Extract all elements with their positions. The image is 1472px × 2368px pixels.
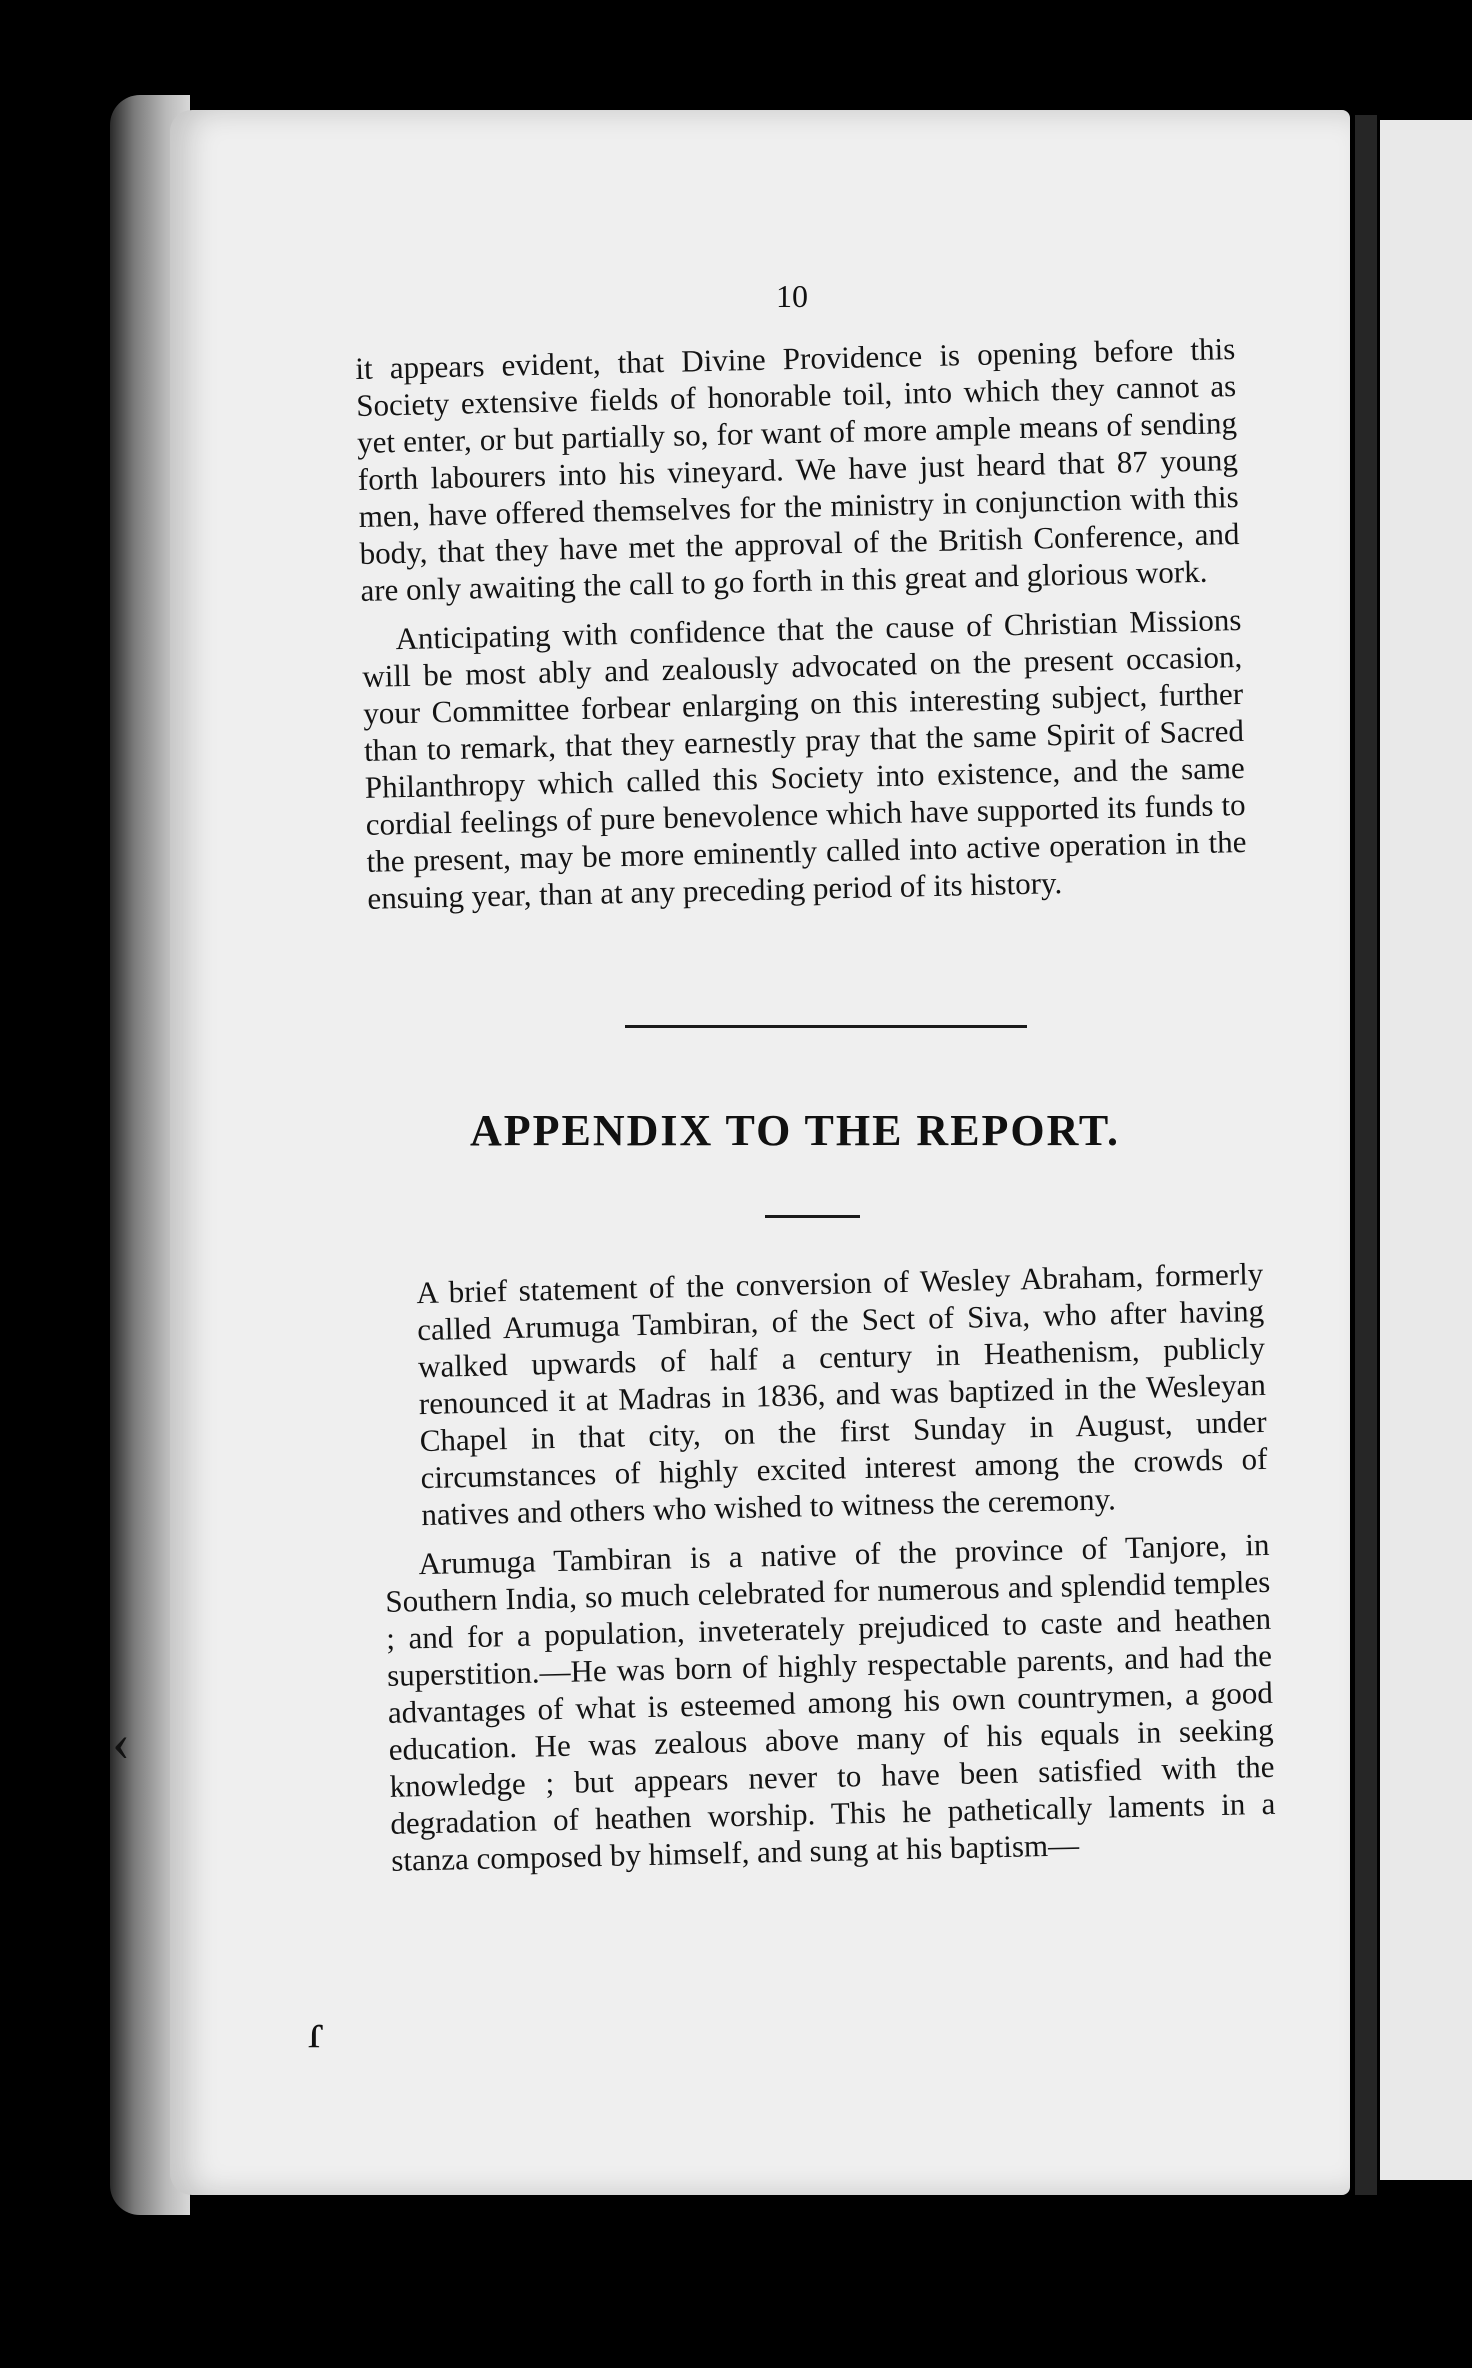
intro-text	[355, 330, 1248, 929]
appendix-summary: A brief statement of the conversion of Wesley Abraham, formerly called Arumuga Tambiran, of the Sect of Siva, who after having walked upwards of half a century in Heathenism, publicly renounced it at Madras in 1836, and was baptized in the Wesleyan Chapel in that city, on the first Sunday in August, under circumstances of highly excited interest among the crowds of natives and others who wished to witness the ceremony.	[416, 1255, 1268, 1533]
section-divider	[625, 1025, 1027, 1028]
paragraph: Anticipating with confidence that the cause of Christian Missions will be most ably and zealously advocated on the present occasion, your Committee forbear enlarging on this interesting subject, further than to remark, that they earnestly pray that the same Spirit of Sacred Philanthropy which called this Society into existence, and the same cordial feelings of pure benevolence which have supported its funds to the present, may be more eminently called into active operation in the ensuing year, than at any preceding period of its history.	[362, 601, 1247, 916]
heading-underline	[765, 1215, 860, 1218]
appendix-text	[378, 1255, 1277, 1891]
appendix-heading: APPENDIX TO THE REPORT.	[470, 1106, 1120, 1155]
appendix-narrative: Arumuga Tambiran is a native of the province of Tanjore, in Southern India, so much celebrated for numerous and splendid temples ; and for a population, inveterately prejudiced to caste and heathen superstition.—He was born of highly respectable parents, and had the advantages of what is esteemed among his own countrymen, a good education. He was zealous above many of his equals in seeking knowledge ; but appears never to have been satisfied with the degradation of heathen worship. This he pathetically laments in a stanza composed by himself, and sung at his baptism—	[385, 1526, 1276, 1878]
adjacent-page-strip	[1380, 120, 1472, 2180]
stray-pen-mark: ɾ	[308, 2005, 324, 2058]
page-edge-shadow	[1355, 115, 1377, 2195]
page-number: 10	[776, 278, 808, 314]
stray-pen-mark: ‹	[112, 1712, 130, 1772]
paragraph: it appears evident, that Divine Providence is opening before this Society extensive fields of honorable toil, into which they cannot as yet enter, or but partially so, for want of more ample means of sending forth labourers into his vineyard. We have just heard that 87 young men, have offered themselves for the ministry in conjunction with this body, that they have met the approval of the British Conference, and are only awaiting the call to go forth in this great and glorious work.	[355, 331, 1240, 608]
